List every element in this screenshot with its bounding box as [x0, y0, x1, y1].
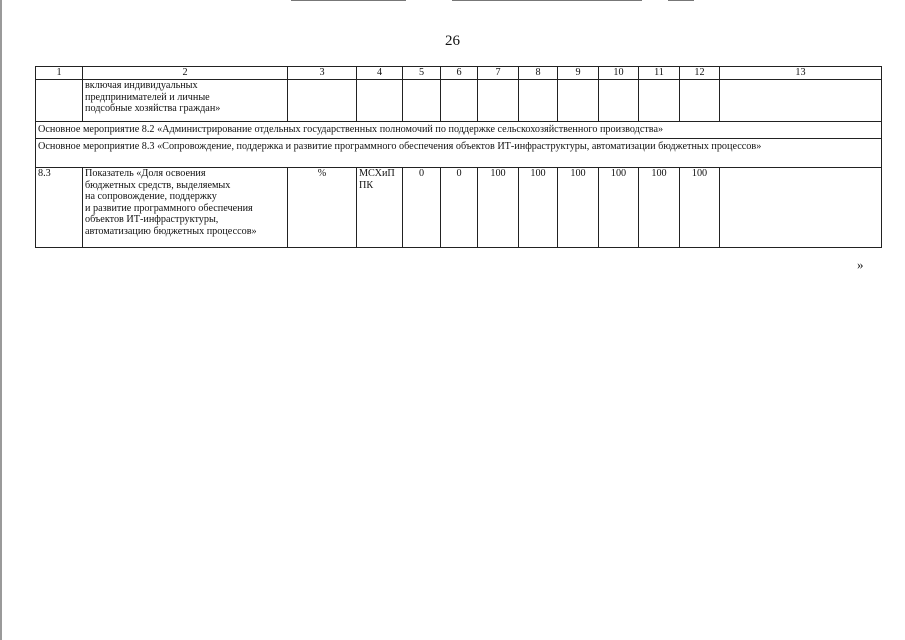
- left-page-edge: [0, 0, 2, 640]
- table-row-continuation: [36, 80, 882, 122]
- scan-mark: [291, 0, 406, 1]
- scan-mark: [668, 0, 694, 1]
- indicator-value-col12: 100: [680, 168, 720, 248]
- header-cell: 8: [519, 67, 558, 80]
- indicator-value-col10: 100: [599, 168, 639, 248]
- indicator-value-col7: 100: [478, 168, 519, 248]
- header-cell: 3: [288, 67, 357, 80]
- header-cell: 13: [720, 67, 882, 80]
- scan-mark: [452, 0, 642, 1]
- indicator-value-col6: 0: [441, 168, 478, 248]
- table-cell: [599, 80, 639, 122]
- header-cell: 4: [357, 67, 403, 80]
- table-row-event-8-2: [36, 122, 882, 139]
- table-row-indicator-8-3: [36, 168, 882, 248]
- closing-quote: »: [857, 257, 864, 272]
- table-cell: [478, 80, 519, 122]
- table-cell: [403, 80, 441, 122]
- indicator-value-col8: 100: [519, 168, 558, 248]
- table-cell: [558, 80, 599, 122]
- header-cell: 1: [36, 67, 83, 80]
- continuation-text: включая индивидуальных предпринимателей и личные подсобные хозяйства граждан»: [83, 80, 288, 122]
- indicators-table: [35, 66, 882, 248]
- table-cell: [720, 80, 882, 122]
- table-cell: [441, 80, 478, 122]
- indicator-value-col13: [720, 168, 882, 248]
- table-cell: [639, 80, 680, 122]
- header-cell: 9: [558, 67, 599, 80]
- table-cell: [519, 80, 558, 122]
- header-cell: 12: [680, 67, 720, 80]
- header-cell: 5: [403, 67, 441, 80]
- header-cell: 11: [639, 67, 680, 80]
- indicator-executor: МСХиП ПК: [357, 168, 403, 248]
- indicator-number: 8.3: [36, 168, 83, 248]
- page-number: 26: [445, 33, 460, 49]
- indicator-value-col9: 100: [558, 168, 599, 248]
- table-header-row: [36, 67, 882, 80]
- indicator-value-col11: 100: [639, 168, 680, 248]
- event-8-3-text: Основное мероприятие 8.3 «Сопровождение, поддержка и развитие программного обеспечения объектов ИТ-инфраструктуры, автоматизации бюджетных процессов»: [36, 139, 882, 168]
- indicator-unit: %: [288, 168, 357, 248]
- indicator-text: Показатель «Доля освоения бюджетных средств, выделяемых на сопровождение, поддержку и развитие программного обеспечения объектов ИТ-инфраструктуры, автоматизацию бюджетных процессов»: [83, 168, 288, 248]
- header-cell: 10: [599, 67, 639, 80]
- header-cell: 7: [478, 67, 519, 80]
- table-cell: [357, 80, 403, 122]
- table-cell: [288, 80, 357, 122]
- header-cell: 6: [441, 67, 478, 80]
- table-cell: [36, 80, 83, 122]
- table-row-event-8-3: [36, 139, 882, 168]
- event-8-2-text: Основное мероприятие 8.2 «Администрирование отдельных государственных полномочий по поддержке сельскохозяйственного производства»: [36, 122, 882, 139]
- indicator-value-col5: 0: [403, 168, 441, 248]
- table-cell: [680, 80, 720, 122]
- header-cell: 2: [83, 67, 288, 80]
